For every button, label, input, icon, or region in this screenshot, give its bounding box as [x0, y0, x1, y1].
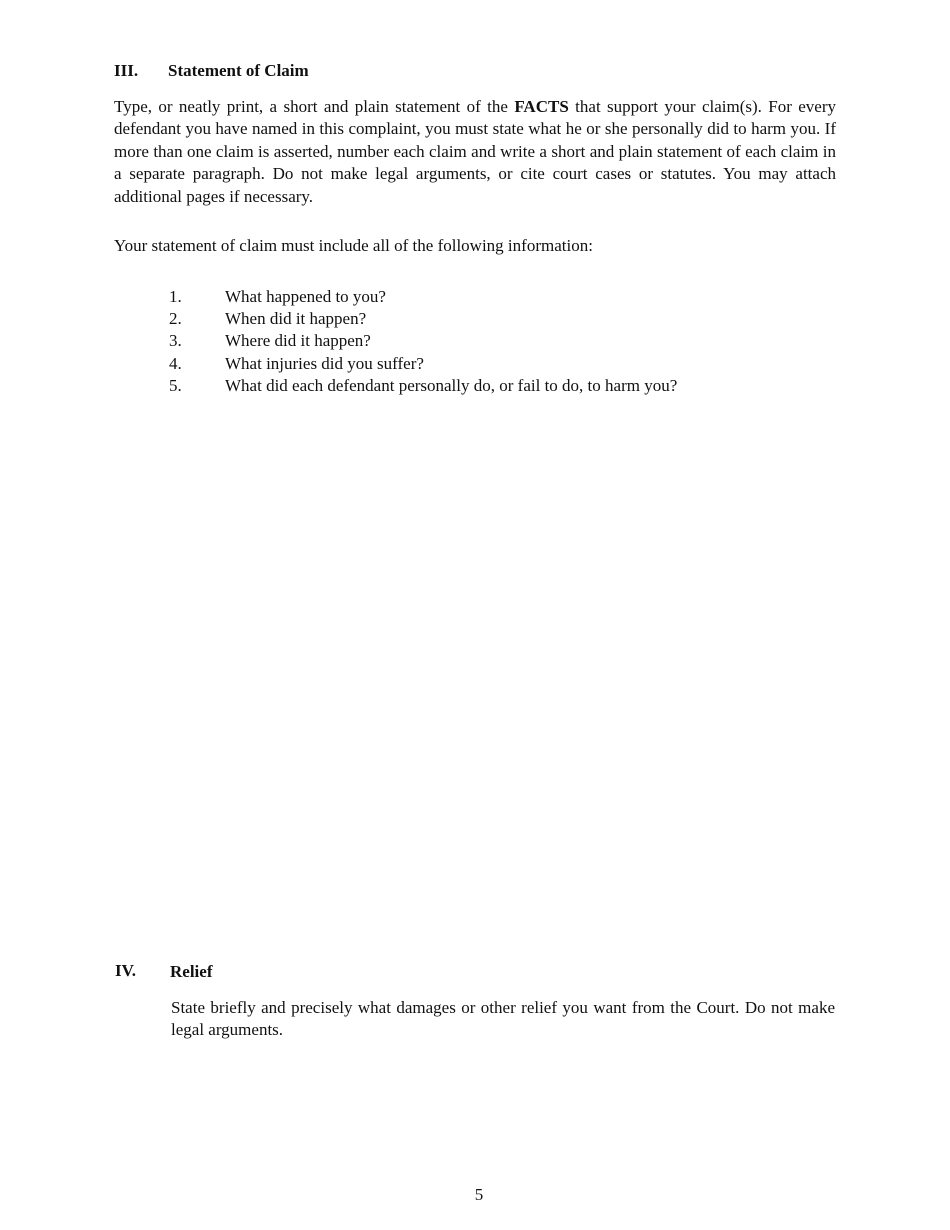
section-iv-title: Relief — [170, 962, 213, 981]
question-text: When did it happen? — [225, 309, 367, 328]
question-text: What happened to you? — [225, 287, 386, 306]
question-number: 1. — [169, 287, 182, 306]
question-number: 4. — [169, 354, 182, 373]
statement-requirement — [114, 235, 836, 257]
section-iv-number: IV. — [115, 961, 136, 980]
section-iii-instructions — [114, 96, 836, 208]
facts-emphasis: FACTS — [514, 97, 569, 116]
question-number: 2. — [169, 309, 182, 328]
question-number: 5. — [169, 376, 182, 395]
relief-text: State briefly and precisely what damages or other relief you want from the Court. Do not make legal arguments. — [171, 998, 835, 1040]
instructions-text-start: Type, or neatly print, a short and plain statement of the — [114, 97, 515, 116]
question-text: What injuries did you suffer? — [225, 354, 424, 373]
question-text: Where did it happen? — [225, 331, 371, 350]
page-number: 5 — [474, 1185, 484, 1204]
section-iii-number: III. — [114, 61, 139, 80]
section-iv-instructions — [171, 997, 835, 1042]
question-text: What did each defendant personally do, or fail to do, to harm you? — [225, 376, 678, 395]
section-iii-title: Statement of Claim — [168, 61, 309, 80]
requirement-text: Your statement of claim must include all of the following information: — [114, 236, 593, 255]
question-number: 3. — [169, 331, 182, 350]
instructions-text-end: that support your claim(s). For every defendant you have named in this complaint, you must state what he or she personally did to harm you. If more than one claim is asserted, number each claim and write a short and plain statement of each claim in a separate paragraph. Do not make legal arguments, or cite court cases or statutes. You may attach additional pages if necessary. — [114, 97, 836, 206]
